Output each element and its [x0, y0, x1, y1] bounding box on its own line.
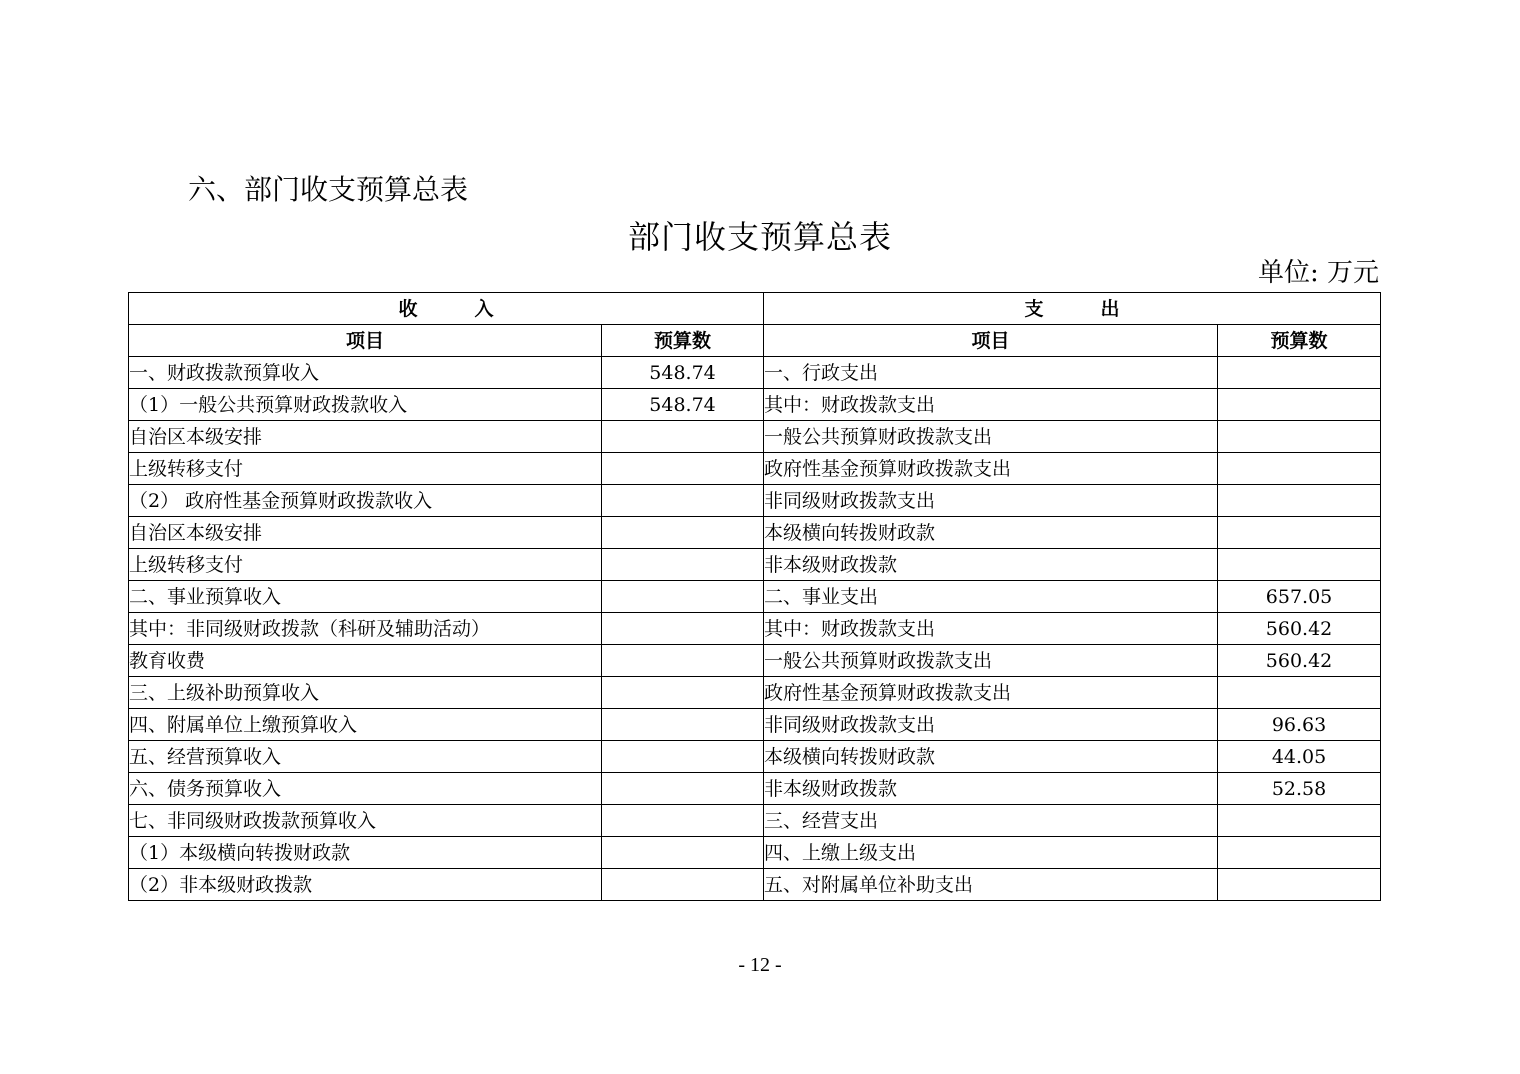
income-value	[602, 805, 764, 837]
income-value	[602, 613, 764, 645]
table-group-header-row	[129, 293, 1381, 325]
expense-item: 四、上缴上级支出	[764, 837, 1218, 869]
unit-label: 单位: 万元	[1257, 258, 1379, 288]
income-item: 一、财政拨款预算收入	[129, 357, 602, 389]
expense-item: 非本级财政拨款	[764, 773, 1218, 805]
table-row	[129, 357, 1381, 389]
table-row	[129, 581, 1381, 613]
table-row	[129, 613, 1381, 645]
expense-item: 非同级财政拨款支出	[764, 709, 1218, 741]
expense-item: 本级横向转拨财政款	[764, 741, 1218, 773]
expense-value	[1218, 805, 1381, 837]
income-item: （1）一般公共预算财政拨款收入	[129, 389, 602, 421]
table-title: 部门收支预算总表	[627, 218, 892, 256]
table-row	[129, 741, 1381, 773]
income-value	[602, 645, 764, 677]
expense-item: 二、事业支出	[764, 581, 1218, 613]
income-item: 五、经营预算收入	[129, 741, 602, 773]
table-row	[129, 421, 1381, 453]
expense-item: 一、行政支出	[764, 357, 1218, 389]
table-row	[129, 869, 1381, 901]
expense-value	[1218, 517, 1381, 549]
expense-value	[1218, 453, 1381, 485]
income-item: 上级转移支付	[129, 549, 602, 581]
expense-value: 657.05	[1218, 581, 1381, 613]
income-item: 四、附属单位上缴预算收入	[129, 709, 602, 741]
expense-value: 96.63	[1218, 709, 1381, 741]
expense-item: 政府性基金预算财政拨款支出	[764, 677, 1218, 709]
budget-table	[128, 292, 1381, 901]
table-row	[129, 549, 1381, 581]
expense-value	[1218, 677, 1381, 709]
income-item: 其中：非同级财政拨款（科研及辅助活动）	[129, 613, 602, 645]
income-value	[602, 741, 764, 773]
income-value	[602, 421, 764, 453]
income-value	[602, 581, 764, 613]
income-item-header: 项目	[129, 325, 602, 357]
expense-item-header: 项目	[764, 325, 1218, 357]
table-row	[129, 805, 1381, 837]
income-item: 三、上级补助预算收入	[129, 677, 602, 709]
expense-item: 三、经营支出	[764, 805, 1218, 837]
expense-item: 其中：财政拨款支出	[764, 613, 1218, 645]
income-value	[602, 773, 764, 805]
expense-item: 五、对附属单位补助支出	[764, 869, 1218, 901]
expense-item: 本级横向转拨财政款	[764, 517, 1218, 549]
expense-item: 一般公共预算财政拨款支出	[764, 421, 1218, 453]
income-value	[602, 453, 764, 485]
expense-value: 560.42	[1218, 645, 1381, 677]
table-row	[129, 709, 1381, 741]
income-header: 收 入	[129, 293, 764, 325]
income-item: 教育收费	[129, 645, 602, 677]
expense-value	[1218, 549, 1381, 581]
income-item: （1）本级横向转拨财政款	[129, 837, 602, 869]
page-number: - 12 -	[738, 954, 782, 976]
income-value	[602, 709, 764, 741]
income-value	[602, 837, 764, 869]
expense-item: 非本级财政拨款	[764, 549, 1218, 581]
expense-header: 支 出	[764, 293, 1381, 325]
income-item: 上级转移支付	[129, 453, 602, 485]
section-heading: 六、部门收支预算总表	[188, 173, 469, 206]
expense-value	[1218, 389, 1381, 421]
income-value	[602, 677, 764, 709]
income-budget-header: 预算数	[602, 325, 764, 357]
table-row	[129, 485, 1381, 517]
income-value: 548.74	[602, 389, 764, 421]
table-row	[129, 837, 1381, 869]
table-row	[129, 453, 1381, 485]
income-item: 自治区本级安排	[129, 517, 602, 549]
income-item: （2） 政府性基金预算财政拨款收入	[129, 485, 602, 517]
expense-budget-header: 预算数	[1218, 325, 1381, 357]
table-row	[129, 645, 1381, 677]
expense-value	[1218, 485, 1381, 517]
expense-value: 560.42	[1218, 613, 1381, 645]
expense-item: 其中：财政拨款支出	[764, 389, 1218, 421]
table-row	[129, 389, 1381, 421]
income-value	[602, 549, 764, 581]
expense-value	[1218, 837, 1381, 869]
expense-item: 一般公共预算财政拨款支出	[764, 645, 1218, 677]
expense-value: 44.05	[1218, 741, 1381, 773]
table-column-header-row	[129, 325, 1381, 357]
income-item: 二、事业预算收入	[129, 581, 602, 613]
income-value: 548.74	[602, 357, 764, 389]
income-item: 六、债务预算收入	[129, 773, 602, 805]
table-row	[129, 677, 1381, 709]
income-item: （2）非本级财政拨款	[129, 869, 602, 901]
income-item: 七、非同级财政拨款预算收入	[129, 805, 602, 837]
income-value	[602, 517, 764, 549]
expense-value	[1218, 869, 1381, 901]
income-value	[602, 869, 764, 901]
expense-value	[1218, 421, 1381, 453]
expense-value	[1218, 357, 1381, 389]
table-row	[129, 517, 1381, 549]
expense-item: 非同级财政拨款支出	[764, 485, 1218, 517]
table-row	[129, 773, 1381, 805]
expense-item: 政府性基金预算财政拨款支出	[764, 453, 1218, 485]
income-value	[602, 485, 764, 517]
expense-value: 52.58	[1218, 773, 1381, 805]
income-item: 自治区本级安排	[129, 421, 602, 453]
